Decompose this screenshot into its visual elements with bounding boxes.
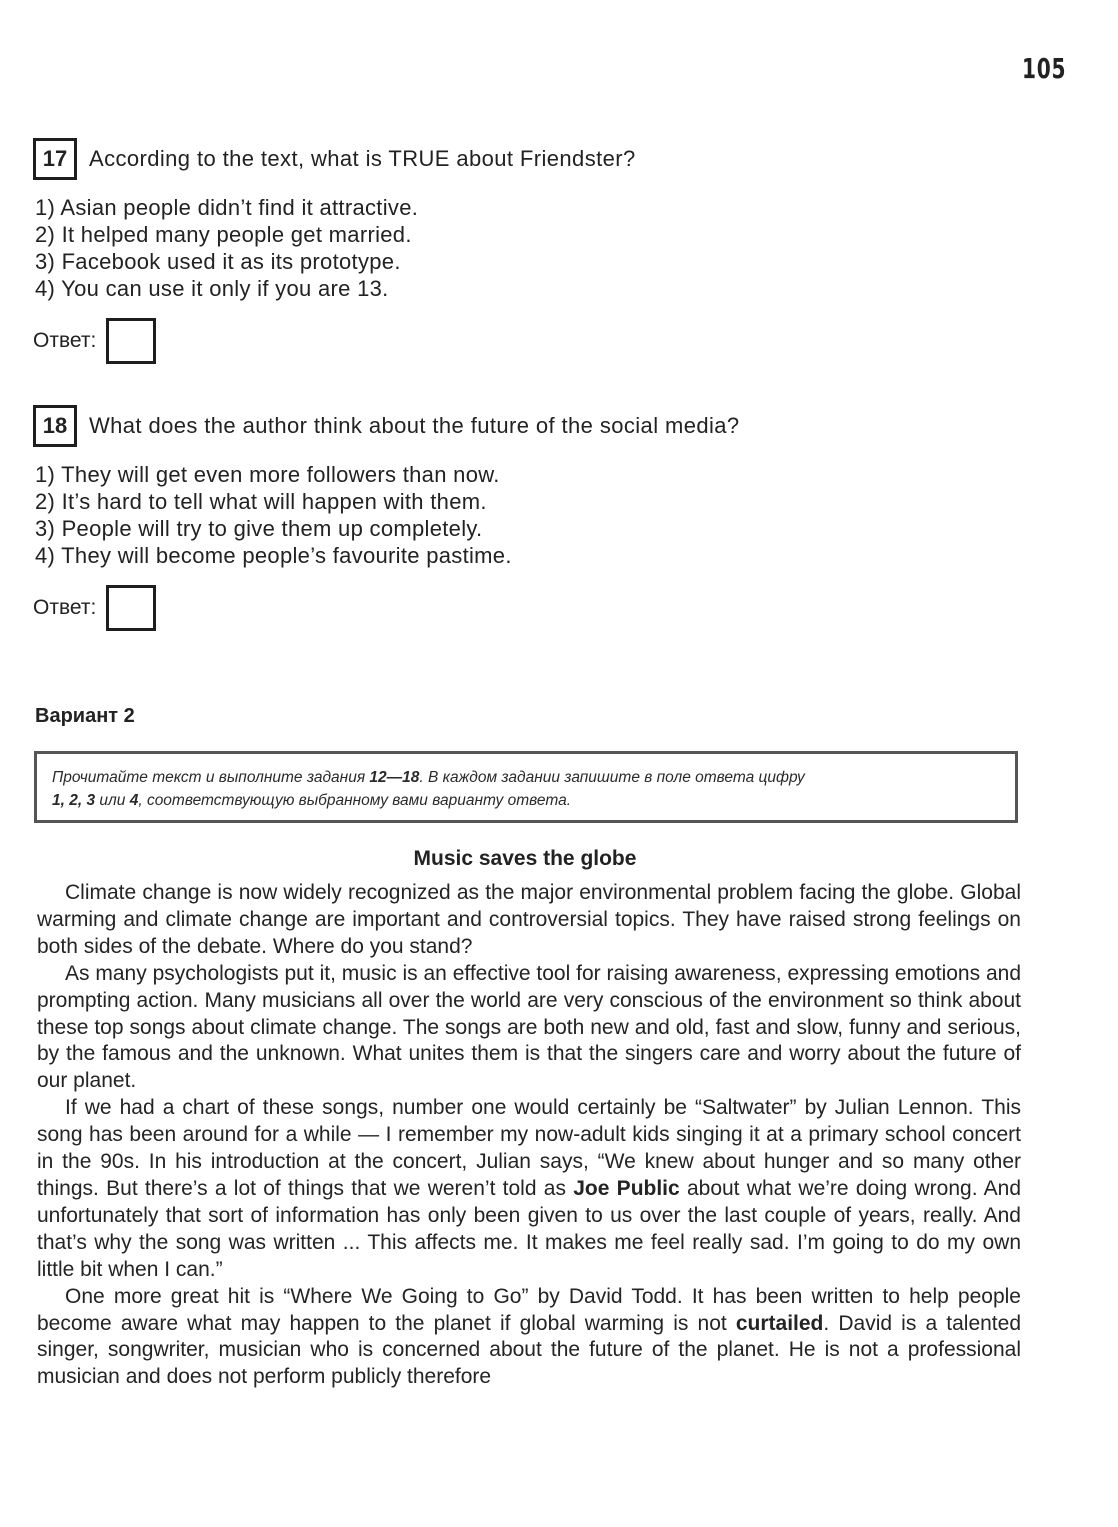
option-4: 4) You can use it only if you are 13. (35, 276, 389, 301)
instruction-text: , соответствующую выбранному вами варианту ответа. (138, 792, 572, 809)
paragraph (37, 1095, 1021, 1283)
instruction-range: 12—18 (369, 769, 420, 786)
instruction-text: или (95, 792, 130, 809)
article-body (37, 880, 1021, 1391)
answer-box[interactable] (106, 585, 156, 631)
answer-box[interactable] (106, 318, 156, 364)
option-3: 3) People will try to give them up completely. (35, 516, 483, 541)
article-title: Music saves the globe (413, 847, 637, 870)
question-17 (33, 138, 1033, 364)
question-text: What does the author think about the future of the social media? (89, 413, 740, 438)
answer-label: Ответ: (33, 329, 97, 352)
answer-options (33, 461, 1033, 569)
page-number: 105 (1022, 52, 1067, 85)
bold-term: curtailed (735, 1311, 824, 1335)
instruction-digits: 1, 2, 3 (52, 792, 96, 809)
paragraph-text: about what we’re doing wrong. And unfortunately that sort of information has only been given to us over the last couple of years, really. And that’s why the song was written ... This affects me. It makes me feel really sad. I’m going to do my own little bit when I can.” (37, 1176, 1022, 1281)
instruction-box (34, 751, 1018, 823)
question-number-box: 18 (33, 405, 77, 447)
option-4: 4) They will become people’s favourite pastime. (35, 543, 512, 568)
paragraph-text: One more great hit is “Where We Going to Go” by David Todd. It has been written to help people become aware what may happen to the planet if global warming is not (37, 1284, 1021, 1335)
question-text: According to the text, what is TRUE about Friendster? (89, 146, 636, 171)
paragraph-text: If we had a chart of these songs, number one would certainly be “Saltwater” by Julian Lennon. This song has been around for a while — I remember my now-adult kids singing it at a primary school concert in the 90s. In his introduction at the concert, Julian says, “We knew about hunger and so many other things. But there’s a lot of things that we weren’t told as (37, 1096, 1021, 1200)
answer-options (33, 194, 1033, 302)
paragraph: Climate change is now widely recognized as the major environmental problem facing the globe. Global warming and climate change are important and controversial topics. They have raised strong feelings on both sides of the debate. Where do you stand? (37, 881, 1021, 958)
instruction-text: Прочитайте текст и выполните задания (52, 769, 370, 786)
option-3: 3) Facebook used it as its prototype. (35, 249, 401, 274)
option-1: 1) Asian people didn’t find it attractive. (35, 195, 419, 220)
bold-term: Joe Public (573, 1176, 680, 1200)
answer-label: Ответ: (33, 596, 97, 619)
instruction-digit: 4 (129, 792, 139, 809)
question-header (33, 138, 1033, 180)
option-2: 2) It helped many people get married. (35, 222, 412, 247)
instruction-text: . В каждом задании запишите в поле ответа цифру (419, 769, 805, 786)
paragraph-text: . David is a talented singer, songwriter, musician who is concerned about the future of the planet. He is not a professional musician and does not perform publicly therefore (37, 1311, 1022, 1389)
paragraph (37, 1284, 1021, 1392)
option-2: 2) It’s hard to tell what will happen with them. (35, 489, 487, 514)
variant-title: Вариант 2 (35, 705, 135, 727)
question-header (33, 405, 1033, 447)
question-18 (33, 405, 1033, 631)
question-number-box: 17 (33, 138, 77, 180)
answer-row (33, 318, 1033, 364)
paragraph: As many psychologists put it, music is an effective tool for raising awareness, expressing emotions and prompting action. Many musicians all over the world are very conscious of the environment so think about these top songs about climate change. The songs are both new and old, fast and slow, funny and serious, by the famous and the unknown. What unites them is that the singers care and worry about the future of our planet. (37, 961, 1021, 1093)
answer-row (33, 585, 1033, 631)
option-1: 1) They will get even more followers than now. (35, 462, 500, 487)
